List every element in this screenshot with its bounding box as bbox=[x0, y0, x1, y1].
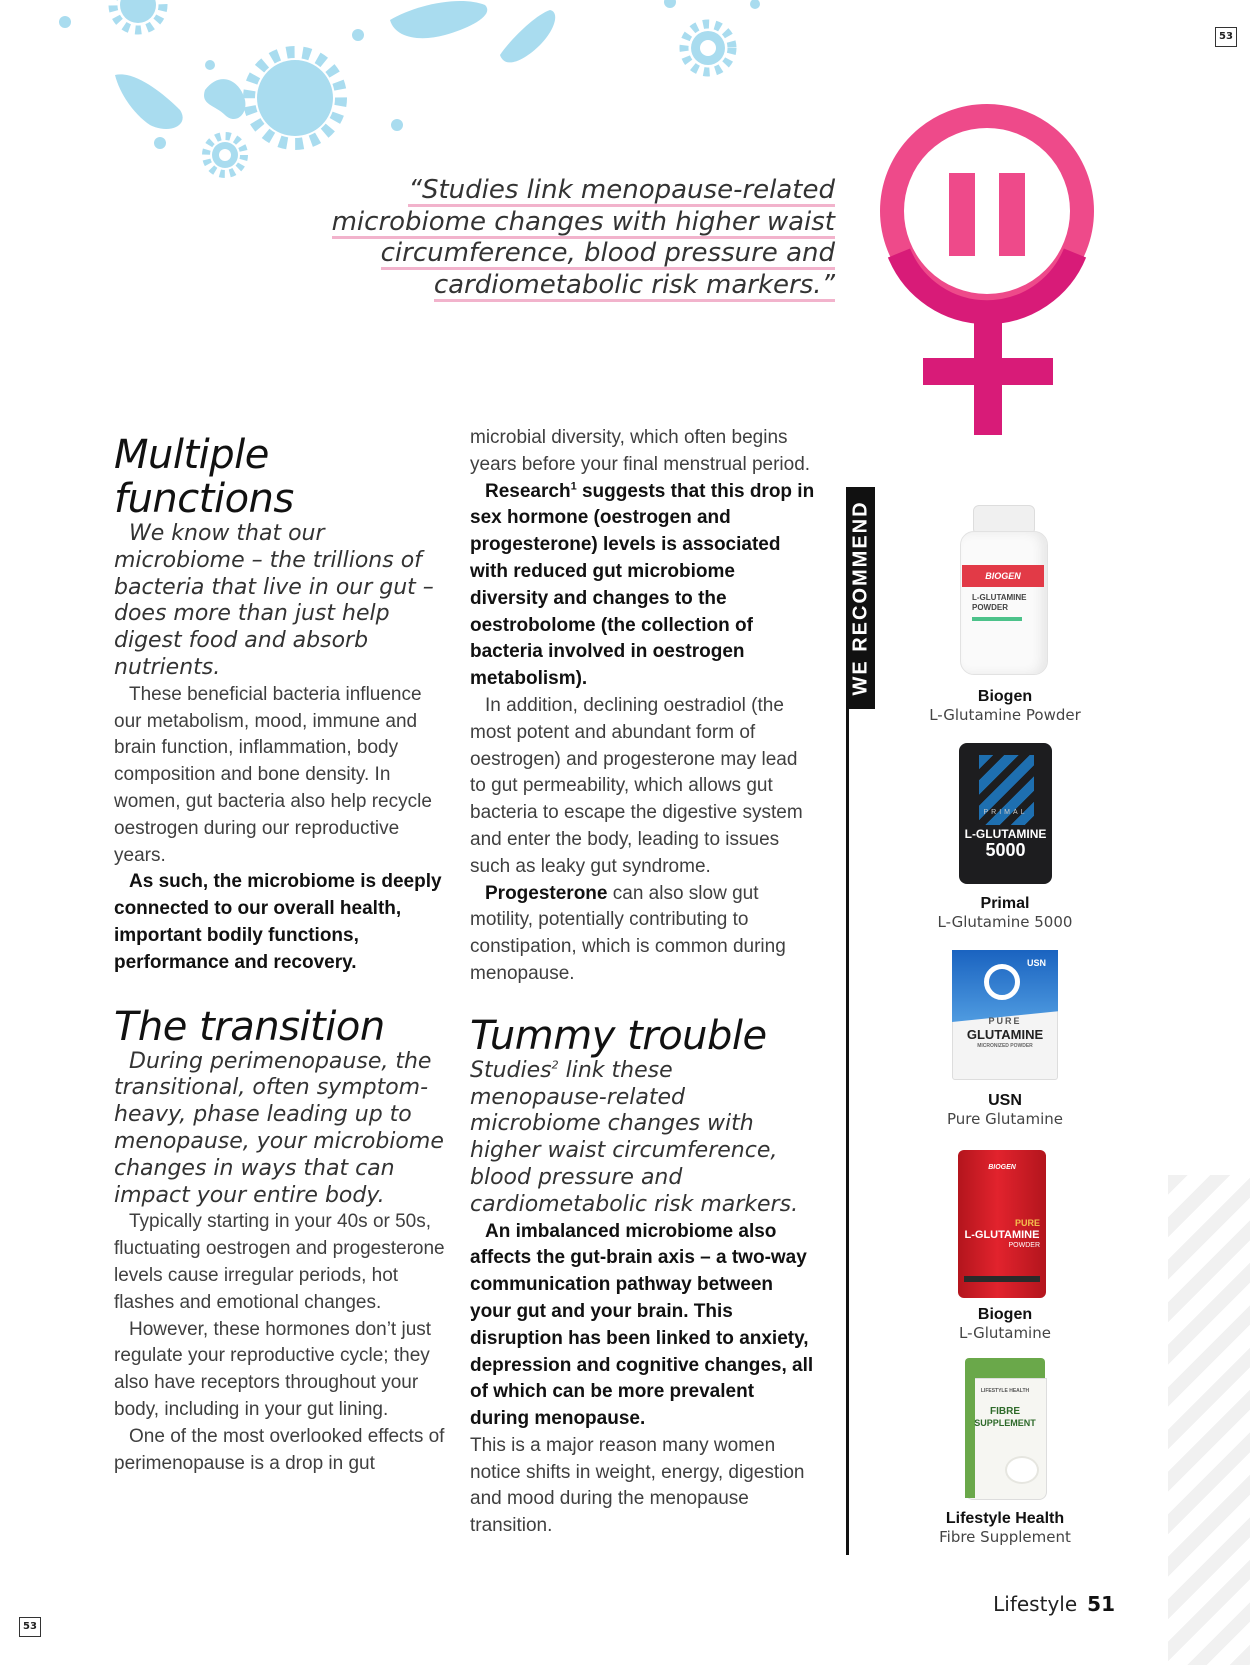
product-name: Fibre Supplement bbox=[939, 1528, 1071, 1546]
bold-paragraph: Research$^1$ suggests that this drop in sex hormone (oestrogen and progesterone) levels is associated with reduced gut microbiome diversity and changes to the oestrobolome (the collection of bacteria involved in oestrogen metabolism). bbox=[470, 480, 815, 690]
product-name: L-Glutamine Powder bbox=[929, 706, 1081, 724]
venus-symbol-graphic bbox=[875, 103, 1100, 438]
product-image-primal-l-glutamine-5000: PRIMAL L-GLUTAMINE 5000 bbox=[959, 743, 1054, 886]
pull-quote-line: microbiome changes with higher waist bbox=[331, 206, 835, 237]
product-name: L-Glutamine 5000 bbox=[937, 913, 1073, 931]
bold-paragraph: An imbalanced microbiome also affects the gut-brain axis – a two-way communication pathway between your gut and your brain. This disruption has been linked to anxiety, depression and cognitive changes, all of which can be more prevalent during menopause. bbox=[470, 1220, 814, 1430]
product-image-lifestyle-health-fibre-supplement: LIFESTYLE HEALTH FIBRE SUPPLEMENT bbox=[965, 1358, 1047, 1500]
body-paragraph: However, these hormones don’t just regulate your reproductive cycle; they also have receptors throughout your body, including in your gut lining. bbox=[114, 1318, 432, 1420]
product-brand: Biogen bbox=[977, 688, 1033, 705]
pull-quote bbox=[290, 175, 835, 301]
footer-section: Lifestyle bbox=[993, 1592, 1078, 1616]
page-footer bbox=[993, 1592, 1115, 1616]
body-paragraph: Progesterone can also slow gut motility, potentially contributing to constipation, which is common during menopause. bbox=[470, 882, 786, 984]
body-paragraph: One of the most overlooked effects of perimenopause is a drop in gut bbox=[114, 1425, 445, 1474]
product-image-biogen-l-glutamine: BIOGEN PURE L-GLUTAMINE POWDER bbox=[958, 1150, 1048, 1300]
body-paragraph: This is a major reason many women notice shifts in weight, energy, digestion and mood during the menopause transition. bbox=[470, 1434, 805, 1537]
bold-paragraph: As such, the microbiome is deeply connected to our overall health, important bodily functions, performance and recovery. bbox=[114, 871, 442, 973]
product-brand: USN bbox=[988, 1092, 1022, 1109]
page-badge-top: 53 bbox=[1215, 27, 1237, 47]
pull-quote-line: cardiometabolic risk markers.” bbox=[433, 269, 835, 300]
section-heading-multiple-functions: Multiple functions bbox=[114, 432, 294, 522]
product-image-biogen-l-glutamine-powder: BIOGEN L-GLUTAMINE POWDER bbox=[958, 505, 1048, 675]
decorative-stripes bbox=[1168, 1175, 1250, 1665]
section-heading-transition: The transition bbox=[114, 1003, 385, 1050]
product-brand: Lifestyle Health bbox=[945, 1510, 1065, 1527]
bacteria-illustration bbox=[40, 0, 800, 190]
product-name: L-Glutamine bbox=[959, 1324, 1051, 1342]
body-paragraph: In addition, declining oestradiol (the most potent and abundant form of oestrogen) and progesterone may lead to gut permeability, which allows gut bacteria to escape the digestive system and enter the body, leading to issues such as leaky gut syndrome. bbox=[470, 694, 803, 877]
article-column-1 bbox=[114, 433, 446, 1477]
we-recommend-label: WE RECOMMEND bbox=[846, 487, 875, 709]
body-paragraph: microbial diversity, which often begins years before your final menstrual period. bbox=[470, 427, 811, 475]
intro-paragraph: Studies$^2$ link these menopause-related microbiome changes with higher waist circumference, blood pressure and cardiometabolic risk markers. bbox=[470, 1057, 799, 1217]
product-brand: Primal bbox=[980, 895, 1030, 912]
intro-paragraph: We know that our microbiome – the trillions of bacteria that live in our gut – does more than just help digest food and absorb nutrients. bbox=[114, 521, 434, 680]
intro-paragraph: During perimenopause, the transitional, often symptom-heavy, phase leading up to menopause, your microbiome changes in ways that can impact your entire body. bbox=[114, 1048, 444, 1208]
page-badge-bottom: 53 bbox=[19, 1617, 41, 1637]
article-column-2 bbox=[470, 425, 815, 1540]
section-heading-tummy-trouble: Tummy trouble bbox=[470, 1012, 767, 1059]
product-brand: Biogen bbox=[977, 1306, 1033, 1323]
body-paragraph: These beneficial bacteria influence our metabolism, mood, immune and brain function, inflammation, body composition and bone density. In women, gut bacteria also help recycle oestrogen during our reproductive years. bbox=[114, 683, 432, 866]
pull-quote-line: “Studies link menopause-related bbox=[408, 175, 835, 205]
pull-quote-line: circumference, blood pressure and bbox=[380, 238, 835, 268]
product-name: Pure Glutamine bbox=[946, 1110, 1063, 1128]
product-image-usn-pure-glutamine: USN PURE GLUTAMINE MICRONIZED POWDER bbox=[952, 950, 1058, 1080]
page-number: 51 bbox=[1087, 1592, 1115, 1616]
body-paragraph: Typically starting in your 40s or 50s, fluctuating oestrogen and progesterone levels cause irregular periods, hot flashes and emotional changes. bbox=[114, 1211, 445, 1313]
